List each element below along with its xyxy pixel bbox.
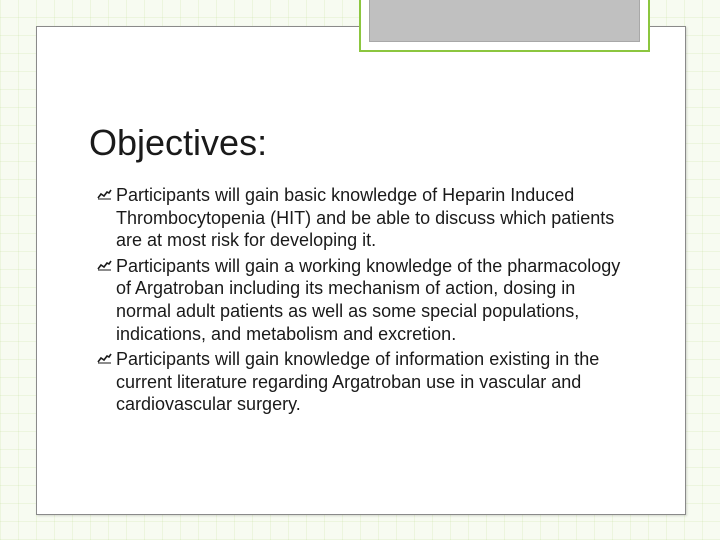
slide-title: Objectives: [89,122,268,163]
list-item [97,255,627,345]
list-item [97,348,627,416]
bullet-text: Participants will gain basic knowledge of Heparin Induced Thrombocytopenia (HIT) and be able to discuss which patients are at most risk for developing it. [116,185,615,251]
decorative-tab-fill [369,0,640,42]
bullet-text: Participants will gain a working knowledge of the pharmacology of Argatroban including its mechanism of action, dosing in normal adult patients as well as some special populations, indications, and metabolism and excretion. [116,255,621,344]
list-item [97,184,627,252]
bullet-arrow-icon [97,352,112,364]
objectives-list [97,184,627,419]
decorative-tab [359,0,650,52]
bullet-arrow-icon [97,188,112,200]
bullet-arrow-icon [97,259,112,271]
bullet-text: Participants will gain knowledge of information existing in the current literature regarding Argatroban use in vascular and cardiovascular surgery. [116,349,600,415]
